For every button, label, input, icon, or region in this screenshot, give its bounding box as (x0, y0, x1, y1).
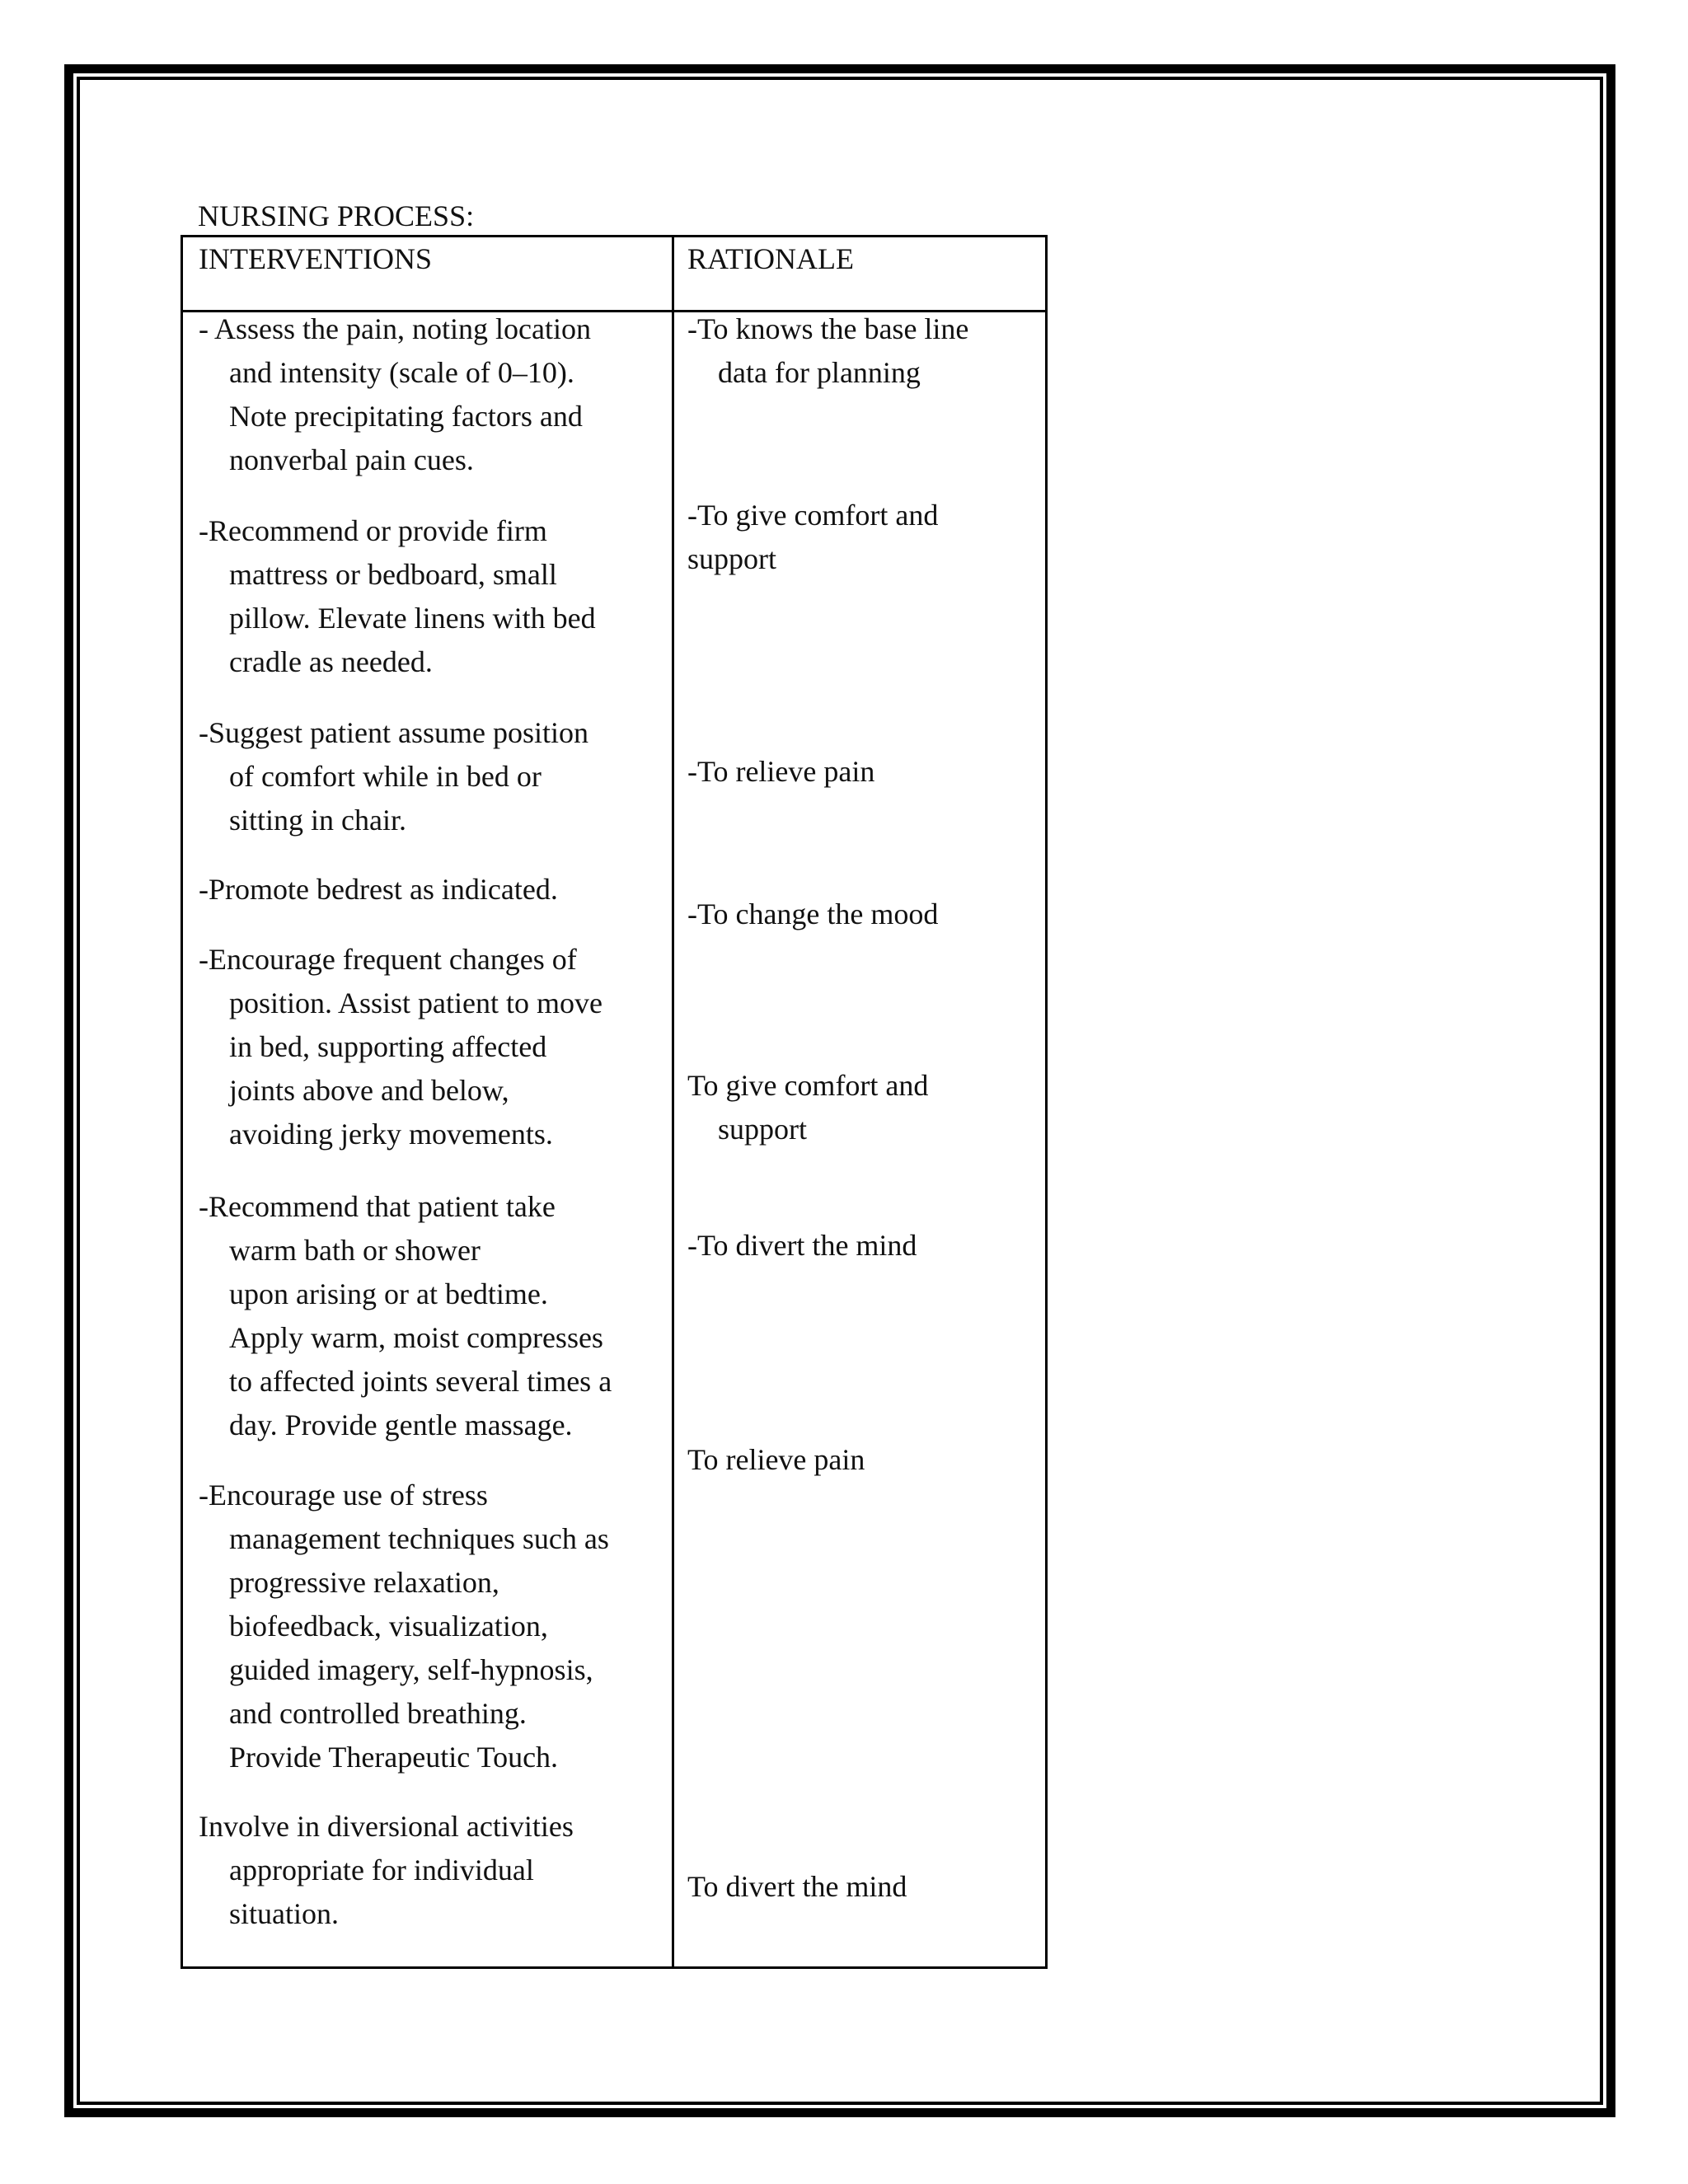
rationale-item-change-mood (687, 893, 1030, 936)
intervention-line: to affected joints several times a (229, 1365, 612, 1398)
rationale-line: support (687, 542, 776, 575)
rationale-item-relieve-pain-2 (687, 1438, 1030, 1482)
intervention-line: Involve in diversional activities (199, 1810, 574, 1843)
rationale-header: RATIONALE (687, 242, 854, 275)
rationale-line: To give comfort and (687, 1069, 929, 1102)
rationale-line: To divert the mind (687, 1870, 907, 1903)
rationale-item-comfort-support (687, 494, 1030, 581)
section-heading: NURSING PROCESS: (198, 199, 475, 232)
intervention-line: -Encourage frequent changes of (199, 943, 577, 976)
intervention-line: -Recommend or provide firm (199, 514, 547, 547)
interventions-header: INTERVENTIONS (199, 242, 433, 275)
intervention-line: avoiding jerky movements. (229, 1118, 553, 1151)
nursing-process-table (181, 235, 1048, 1969)
rationale-line: -To relieve pain (687, 755, 875, 788)
rationale-line: -To knows the base line (687, 312, 969, 345)
intervention-line: mattress or bedboard, small (229, 558, 557, 591)
rationale-item-comfort-support-2 (687, 1064, 1030, 1151)
intervention-item-stress-management (199, 1474, 609, 1779)
rationale-item-divert-mind-2 (687, 1865, 1030, 1909)
rationale-item-divert-mind (687, 1224, 1030, 1268)
rationale-line: -To change the mood (687, 898, 939, 930)
intervention-line: -Promote bedrest as indicated. (199, 873, 558, 906)
intervention-line: situation. (229, 1897, 339, 1930)
rationale-item-relieve-pain (687, 750, 1030, 794)
intervention-line: -Encourage use of stress (199, 1479, 488, 1511)
intervention-item-firm-mattress (199, 509, 596, 684)
intervention-line: warm bath or shower (229, 1234, 481, 1267)
rationale-line: -To give comfort and (687, 499, 939, 532)
intervention-line: appropriate for individual (229, 1854, 534, 1886)
intervention-item-change-position (199, 938, 603, 1156)
intervention-line: of comfort while in bed or (229, 760, 542, 793)
rationale-line: support (718, 1113, 807, 1146)
rationale-line: data for planning (718, 356, 921, 389)
intervention-item-position-of-comfort (199, 711, 588, 842)
intervention-line: -Recommend that patient take (199, 1190, 556, 1223)
intervention-line: joints above and below, (229, 1074, 509, 1107)
intervention-line: day. Provide gentle massage. (229, 1408, 573, 1441)
intervention-item-diversional-activities (199, 1805, 574, 1936)
intervention-line: Note precipitating factors and (229, 400, 583, 433)
intervention-item-bedrest (199, 868, 558, 912)
intervention-line: - Assess the pain, noting location (199, 312, 591, 345)
intervention-line: progressive relaxation, (229, 1566, 499, 1599)
intervention-line: Provide Therapeutic Touch. (229, 1741, 559, 1774)
intervention-item-warm-bath (199, 1185, 612, 1447)
rationale-item-baseline (687, 307, 1030, 395)
intervention-line: and controlled breathing. (229, 1697, 527, 1730)
column-divider (672, 237, 674, 1966)
intervention-line: and intensity (scale of 0–10). (229, 356, 574, 389)
intervention-line: sitting in chair. (229, 804, 406, 837)
rationale-line: To relieve pain (687, 1443, 865, 1476)
intervention-line: pillow. Elevate linens with bed (229, 602, 596, 635)
intervention-line: nonverbal pain cues. (229, 443, 474, 476)
intervention-line: upon arising or at bedtime. (229, 1277, 548, 1310)
intervention-line: guided imagery, self-hypnosis, (229, 1653, 593, 1686)
intervention-line: cradle as needed. (229, 645, 433, 678)
intervention-line: biofeedback, visualization, (229, 1610, 548, 1643)
intervention-line: in bed, supporting affected (229, 1030, 547, 1063)
intervention-line: Apply warm, moist compresses (229, 1321, 603, 1354)
rationale-line: -To divert the mind (687, 1229, 917, 1262)
intervention-line: management techniques such as (229, 1522, 609, 1555)
intervention-line: position. Assist patient to move (229, 987, 603, 1019)
intervention-item-assess-pain (199, 307, 591, 482)
intervention-line: -Suggest patient assume position (199, 716, 588, 749)
